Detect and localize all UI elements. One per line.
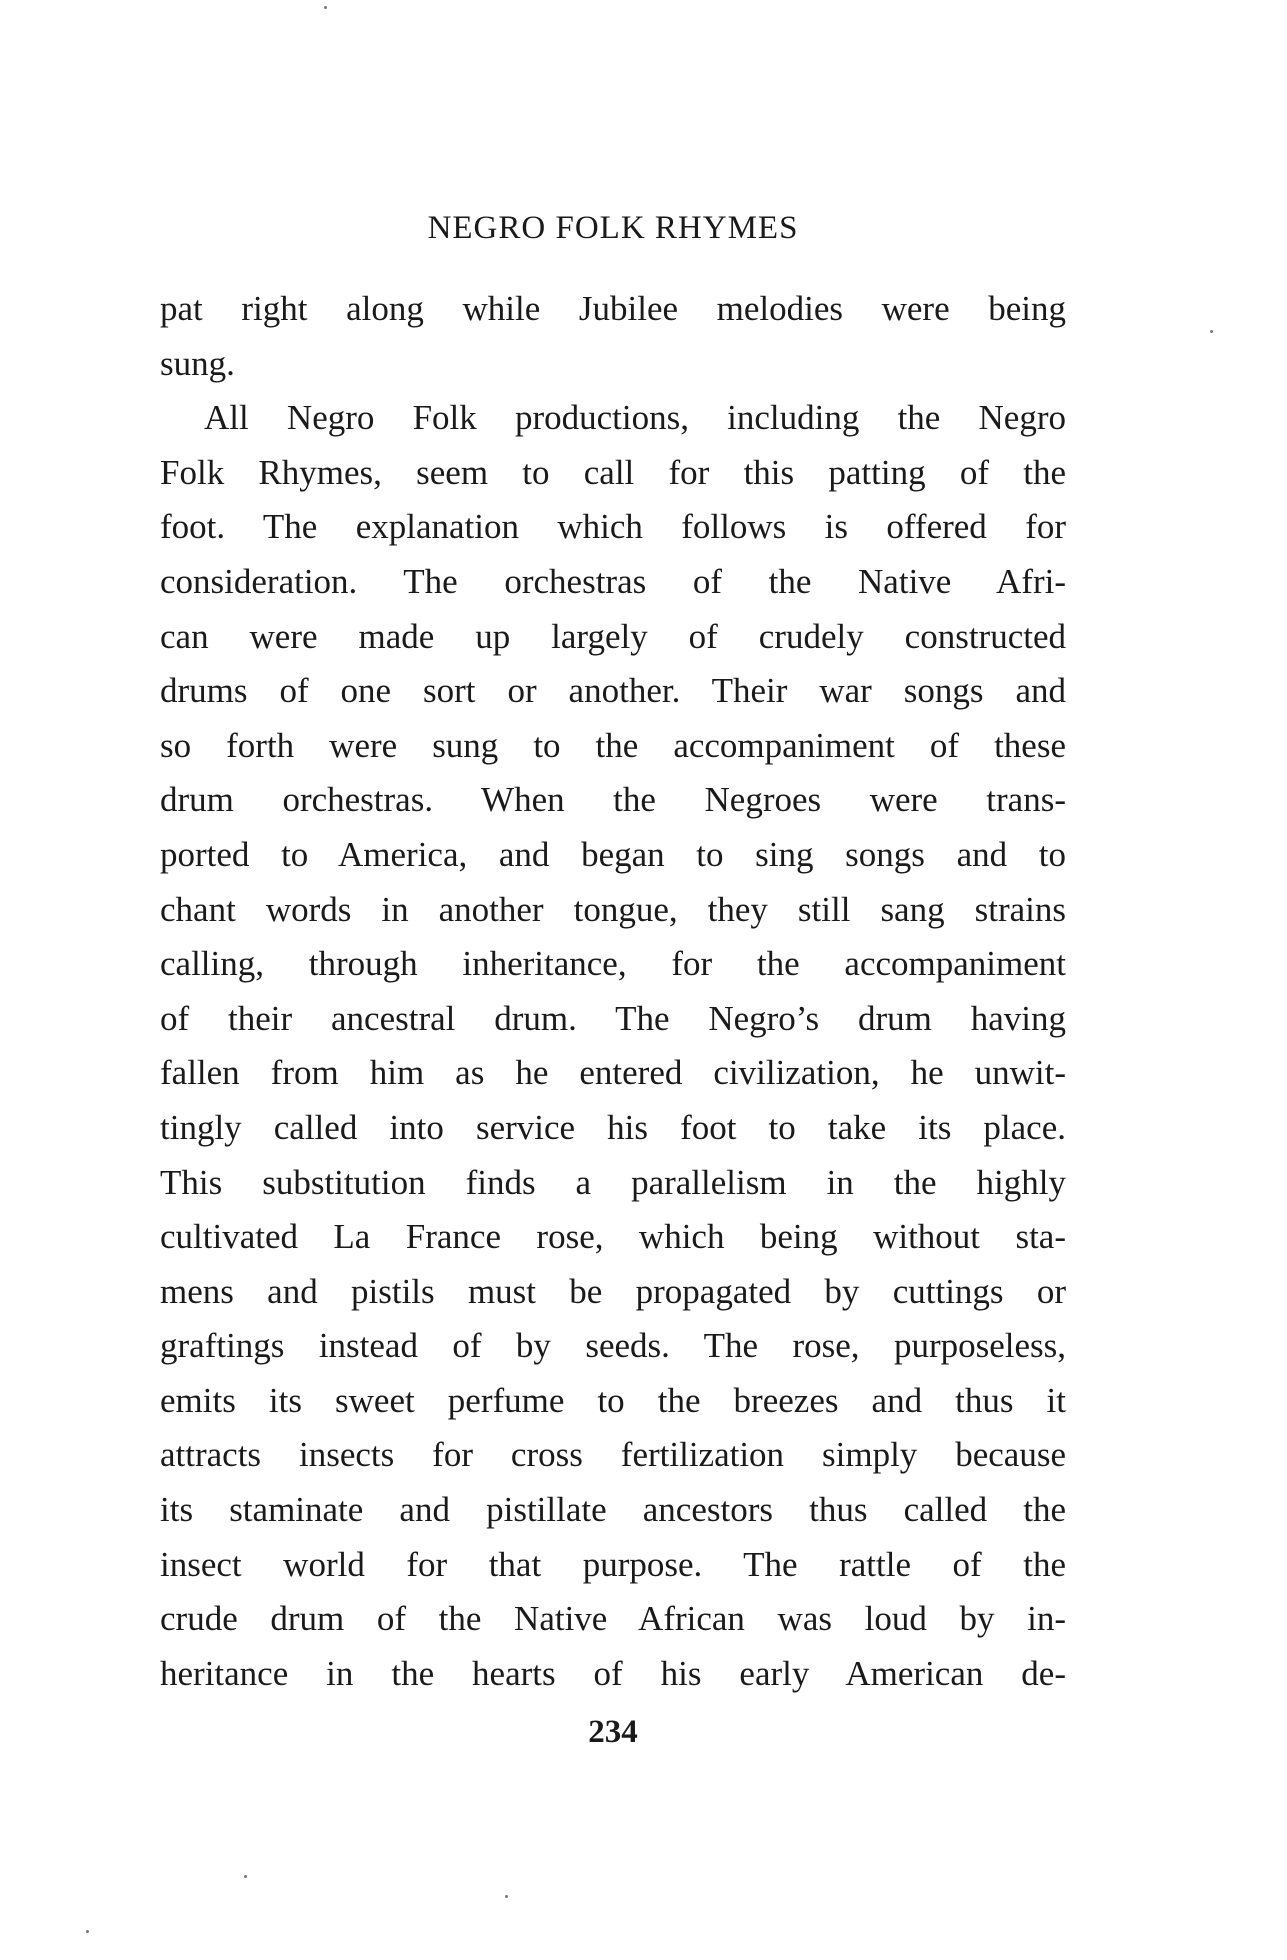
text-line: drum orchestras. When the Negroes were trans- [160, 780, 1066, 820]
text-line: chant words in another tongue, they still sang strains [160, 889, 1066, 929]
text-line: All Negro Folk productions, including the Negro [204, 398, 1066, 438]
page-number: 234 [588, 1714, 638, 1750]
text-line: fallen from him as he entered civilization, he unwit- [160, 1053, 1066, 1093]
body-text [160, 282, 1066, 1701]
text-line: crude drum of the Native African was loud by in- [160, 1599, 1066, 1639]
text-line: of their ancestral drum. The Negro’s drum having [160, 998, 1066, 1038]
text-line: tingly called into service his foot to take its place. [160, 1107, 1066, 1147]
scan-speck [1210, 330, 1213, 333]
text-line: attracts insects for cross fertilization simply because [160, 1435, 1066, 1475]
running-head: NEGRO FOLK RHYMES [427, 210, 799, 246]
text-line: pat right along while Jubilee melodies were being [160, 289, 1066, 328]
scan-speck [324, 6, 327, 9]
text-line: graftings instead of by seeds. The rose, purposeless, [160, 1326, 1066, 1366]
text-line: foot. The explanation which follows is offered for [160, 507, 1066, 547]
text-line: cultivated La France rose, which being without sta- [160, 1217, 1066, 1257]
text-line: its staminate and pistillate ancestors thus called the [160, 1490, 1066, 1530]
text-line: calling, through inheritance, for the accompaniment [160, 944, 1066, 984]
scan-speck [505, 1895, 508, 1898]
text-line: drums of one sort or another. Their war songs and [160, 671, 1066, 711]
text-line: heritance in the hearts of his early American de- [160, 1653, 1066, 1693]
scan-speck [244, 1875, 247, 1878]
text-line: can were made up largely of crudely constructed [160, 616, 1066, 656]
text-line: mens and pistils must be propagated by cuttings or [160, 1271, 1066, 1311]
text-line: ported to America, and began to sing songs and to [160, 834, 1066, 874]
text-line: so forth were sung to the accompaniment of these [160, 725, 1066, 765]
text-line: This substitution finds a parallelism in the highly [160, 1162, 1066, 1202]
scan-speck [86, 1930, 89, 1933]
text-line: emits its sweet perfume to the breezes and thus it [160, 1380, 1066, 1420]
text-line: Folk Rhymes, seem to call for this patting of the [160, 452, 1066, 492]
text-line: consideration. The orchestras of the Native Afri- [160, 561, 1066, 601]
text-line: sung. [160, 343, 235, 383]
text-line: insect world for that purpose. The rattle of the [160, 1544, 1066, 1584]
